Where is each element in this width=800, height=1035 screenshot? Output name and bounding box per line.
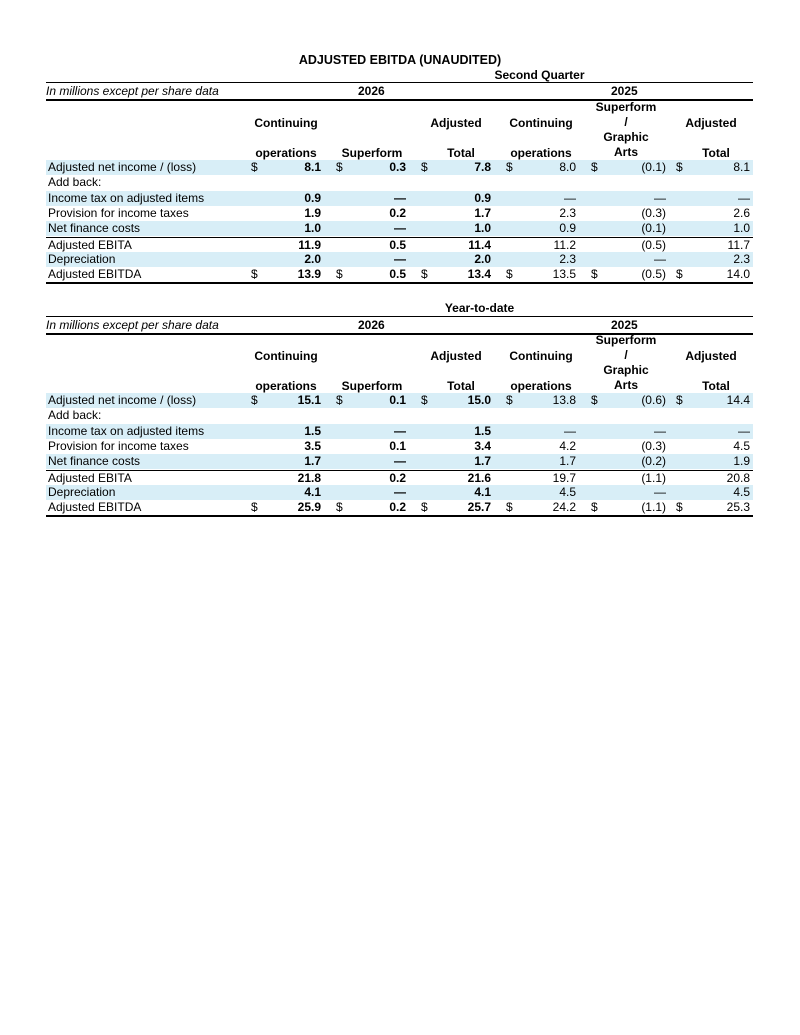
table-cell: 21.6: [467, 470, 491, 485]
currency-symbol: $: [676, 160, 683, 174]
table-cell: 1.5: [474, 423, 491, 438]
currency-symbol: $: [251, 393, 258, 407]
year-to-date-table: [46, 301, 753, 521]
col-continuing-2026-sub: operations: [255, 146, 317, 160]
table-row: [46, 439, 753, 454]
table-cell: 2.0: [304, 251, 321, 266]
period-heading: Second Quarter: [494, 68, 585, 82]
table-cell: 14.0: [726, 267, 750, 282]
table-cell: (0.1): [641, 221, 666, 236]
table-cell: (0.2): [641, 454, 666, 469]
currency-symbol: $: [591, 500, 598, 515]
table-cell: —: [738, 190, 750, 205]
table-cell: —: [394, 484, 406, 499]
table-cell: 0.1: [389, 438, 406, 453]
table-row: [46, 160, 753, 175]
table-cell: 4.5: [559, 484, 576, 499]
year-header-row: [46, 84, 753, 101]
currency-symbol: $: [336, 500, 343, 515]
table-cell: 0.2: [389, 205, 406, 220]
table-cell: 1.0: [474, 221, 491, 236]
table-cell: —: [394, 423, 406, 438]
table-cell: —: [564, 190, 576, 205]
table-cell: 3.5: [304, 438, 321, 453]
col-adjusted-2026-sub: Total: [447, 379, 475, 393]
unit-note: In millions except per share data: [46, 318, 219, 332]
table-cell: 13.5: [552, 267, 576, 282]
col-continuing-2026-sub: operations: [255, 379, 317, 393]
table-cell: (0.3): [641, 205, 666, 220]
table-cell: 2.0: [474, 251, 491, 266]
table-cell: 2.3: [559, 251, 576, 266]
table-cell: —: [654, 423, 666, 438]
table-row: [46, 206, 753, 221]
currency-symbol: $: [591, 160, 598, 174]
table-cell: —: [654, 484, 666, 499]
table-cell: 4.5: [733, 438, 750, 453]
col-adjusted-2026-sub: Total: [447, 146, 475, 160]
table-cell: 1.7: [559, 454, 576, 469]
table-cell: 4.2: [559, 438, 576, 453]
table-cell: 0.9: [559, 221, 576, 236]
table-cell: —: [738, 423, 750, 438]
col-adjusted-2026: Adjusted: [430, 116, 482, 130]
col-adjusted-2026: Adjusted: [430, 349, 482, 363]
row-label: Provision for income taxes: [48, 205, 189, 220]
table-cell: 1.9: [733, 454, 750, 469]
table-cell: —: [394, 251, 406, 266]
year-2025: 2025: [611, 84, 638, 98]
row-label: Income tax on adjusted items: [48, 190, 205, 205]
col-adjusted-2025-sub: Total: [702, 379, 730, 393]
row-label: Net finance costs: [48, 221, 141, 236]
table-cell: 25.9: [297, 500, 321, 515]
table-cell: 25.7: [467, 500, 491, 515]
table-row: [46, 485, 753, 500]
table-cell: 1.9: [304, 205, 321, 220]
table-cell: 11.7: [727, 237, 750, 252]
table-cell: —: [394, 221, 406, 236]
table-cell: 7.8: [474, 160, 491, 174]
col-continuing-2025: Continuing: [509, 116, 573, 130]
table-cell: 4.1: [474, 484, 491, 499]
table-cell: —: [394, 190, 406, 205]
currency-symbol: $: [336, 393, 343, 407]
table-cell: 1.7: [474, 205, 491, 220]
row-label: Depreciation: [48, 251, 116, 266]
table-cell: 25.3: [726, 500, 750, 515]
table-cell: 3.4: [474, 438, 491, 453]
currency-symbol: $: [506, 500, 513, 515]
col-adjusted-2025: Adjusted: [685, 116, 737, 130]
table-cell: (0.1): [641, 160, 666, 174]
row-label: Adjusted EBITDA: [48, 267, 142, 282]
table-cell: 0.1: [389, 393, 406, 407]
table-cell: (1.1): [641, 500, 666, 515]
table-cell: 8.1: [733, 160, 750, 174]
table-cell: 11.9: [298, 237, 321, 252]
table-row: [46, 393, 753, 408]
table-cell: 8.1: [304, 160, 321, 174]
col-superform-graphic-2025: Superform / Graphic Arts: [595, 333, 657, 392]
unit-note: In millions except per share data: [46, 84, 219, 98]
table-cell: (0.5): [641, 237, 666, 252]
table-cell: 15.1: [297, 393, 321, 407]
table-row: [46, 424, 753, 439]
table-row: [46, 267, 753, 284]
table-cell: 21.8: [297, 470, 321, 485]
row-label: Add back:: [48, 175, 102, 190]
table-cell: 0.5: [389, 267, 406, 282]
row-label: Net finance costs: [48, 454, 141, 469]
row-label: Provision for income taxes: [48, 438, 189, 453]
currency-symbol: $: [676, 500, 683, 515]
table-cell: 13.4: [467, 267, 491, 282]
year-2026: 2026: [358, 318, 385, 332]
table-cell: 1.0: [304, 221, 321, 236]
table-cell: 14.4: [726, 393, 750, 407]
col-superform-2026: Superform: [341, 379, 403, 393]
col-continuing-2025-sub: operations: [510, 146, 572, 160]
table-cell: 0.9: [474, 190, 491, 205]
currency-symbol: $: [336, 160, 343, 174]
table-cell: 0.2: [389, 500, 406, 515]
table-row: [46, 221, 753, 236]
currency-symbol: $: [506, 160, 513, 174]
currency-symbol: $: [421, 393, 428, 407]
table-cell: 1.0: [733, 221, 750, 236]
currency-symbol: $: [676, 393, 683, 407]
table-cell: (0.5): [641, 267, 666, 282]
table-row: [46, 191, 753, 206]
table-cell: —: [394, 454, 406, 469]
table-cell: 11.4: [468, 237, 491, 252]
currency-symbol: $: [591, 267, 598, 282]
table-row: [46, 175, 753, 190]
table-cell: 2.3: [733, 251, 750, 266]
table-cell: (0.6): [641, 393, 666, 407]
currency-symbol: $: [251, 500, 258, 515]
currency-symbol: $: [506, 393, 513, 407]
table-cell: —: [654, 251, 666, 266]
currency-symbol: $: [591, 393, 598, 407]
row-label: Adjusted net income / (loss): [48, 160, 197, 174]
table-cell: 1.7: [474, 454, 491, 469]
col-adjusted-2025: Adjusted: [685, 349, 737, 363]
table-row: [46, 237, 753, 253]
row-label: Depreciation: [48, 484, 116, 499]
table-cell: 4.5: [733, 484, 750, 499]
table-cell: 0.9: [304, 190, 321, 205]
col-superform-graphic-2025: Superform / Graphic Arts: [595, 100, 657, 159]
col-superform-2026: Superform: [341, 146, 403, 160]
row-label: Adjusted EBITDA: [48, 500, 142, 515]
table-cell: 13.9: [297, 267, 321, 282]
table-cell: 0.5: [389, 237, 406, 252]
row-label: Adjusted EBITA: [48, 237, 132, 252]
table-row: [46, 252, 753, 267]
table-cell: 2.3: [559, 205, 576, 220]
table-cell: 1.7: [304, 454, 321, 469]
table-cell: 0.3: [389, 160, 406, 174]
row-label: Adjusted EBITA: [48, 470, 132, 485]
table-cell: —: [564, 423, 576, 438]
col-continuing-2025-sub: operations: [510, 379, 572, 393]
table-cell: —: [654, 190, 666, 205]
table-cell: 11.2: [553, 237, 576, 252]
col-continuing-2025: Continuing: [509, 349, 573, 363]
table-row: [46, 454, 753, 469]
row-label: Income tax on adjusted items: [48, 423, 205, 438]
table-row: [46, 470, 753, 486]
table-cell: 13.8: [552, 393, 576, 407]
table-cell: 19.7: [552, 470, 576, 485]
second-quarter-table: [46, 68, 753, 288]
currency-symbol: $: [421, 160, 428, 174]
currency-symbol: $: [421, 500, 428, 515]
table-row: [46, 408, 753, 423]
period-heading: Year-to-date: [444, 301, 515, 315]
table-cell: 15.0: [467, 393, 491, 407]
table-cell: (1.1): [641, 470, 666, 485]
table-cell: (0.3): [641, 438, 666, 453]
table-cell: 1.5: [304, 423, 321, 438]
table-cell: 8.0: [559, 160, 576, 174]
table-cell: 4.1: [304, 484, 321, 499]
table-cell: 24.2: [552, 500, 576, 515]
currency-symbol: $: [336, 267, 343, 282]
table-row: [46, 500, 753, 517]
page-title: ADJUSTED EBITDA (UNAUDITED): [298, 53, 502, 67]
currency-symbol: $: [676, 267, 683, 282]
col-continuing-2026: Continuing: [254, 116, 318, 130]
row-label: Adjusted net income / (loss): [48, 393, 197, 407]
currency-symbol: $: [251, 267, 258, 282]
year-2025: 2025: [611, 318, 638, 332]
year-2026: 2026: [358, 84, 385, 98]
currency-symbol: $: [251, 160, 258, 174]
col-continuing-2026: Continuing: [254, 349, 318, 363]
table-cell: 2.6: [733, 205, 750, 220]
currency-symbol: $: [421, 267, 428, 282]
currency-symbol: $: [506, 267, 513, 282]
table-cell: 20.8: [726, 470, 750, 485]
row-label: Add back:: [48, 408, 102, 423]
col-adjusted-2025-sub: Total: [702, 146, 730, 160]
table-cell: 0.2: [389, 470, 406, 485]
